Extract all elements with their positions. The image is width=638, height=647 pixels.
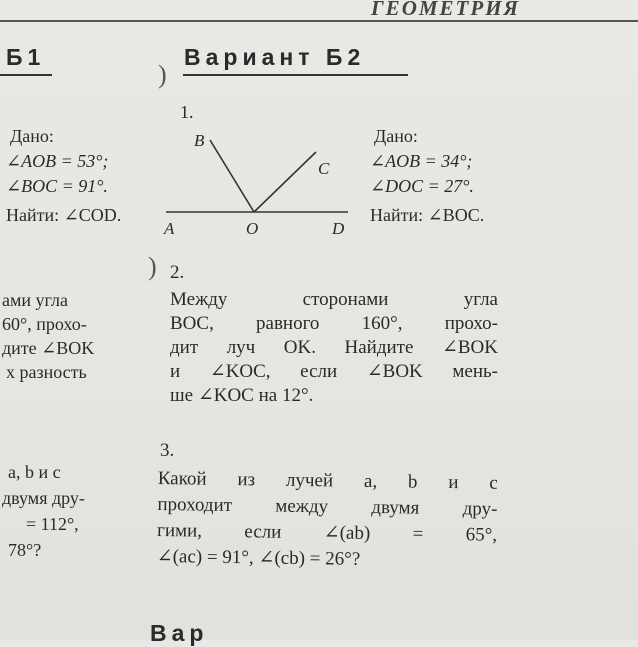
subject-header: ГЕОМЕТРИЯ — [371, 0, 520, 20]
left-p3-line-2: двумя дру- — [2, 488, 85, 508]
left-p2-line-2: 60°, прохо- — [2, 314, 87, 334]
problem3-text — [157, 466, 498, 575]
left-find: Найти: ∠COD. — [6, 205, 122, 225]
problem3-number: 3. — [160, 440, 175, 461]
problem2-line-1: Между сторонами угла — [170, 289, 498, 310]
left-given-line-2: ∠BOC = 91°. — [6, 176, 108, 196]
ray-OB — [210, 140, 254, 212]
left-p3-line-4: 78°? — [8, 540, 42, 560]
problem3-line-1: Какой из лучей a, b и c — [157, 467, 498, 494]
handwritten-mark-2: ) — [148, 252, 157, 281]
left-variant-underline — [0, 74, 52, 76]
problem3-line-4: ∠(ac) = 91°, ∠(cb) = 26°? — [156, 545, 361, 570]
left-p2-line-3: дите ∠BOK — [2, 338, 95, 358]
problem3-line-2: проходит между двумя дру- — [157, 493, 498, 520]
label-O: O — [246, 219, 259, 238]
problem2-line-4: и ∠KOC, если ∠BOK мень- — [170, 361, 498, 382]
left-p3-line-1: a, b и c — [8, 462, 61, 482]
left-p2-line-4: х разность — [6, 362, 87, 382]
label-C: C — [318, 159, 330, 178]
label-D: D — [332, 219, 345, 238]
given-line-2: ∠DOC = 27°. — [370, 176, 474, 196]
left-given-line-1: ∠AOB = 53°; — [6, 151, 109, 171]
left-p2-line-1: ами угла — [2, 290, 68, 310]
problem2-line-5: ше ∠KOC на 12°. — [170, 385, 314, 406]
label-B: B — [194, 131, 205, 150]
header-rule — [0, 20, 638, 22]
find-text: Найти: ∠BOC. — [370, 205, 485, 225]
left-given-label: Дано: — [10, 126, 54, 146]
left-p3-line-3: = 112°, — [26, 514, 79, 534]
problem2-number: 2. — [170, 262, 185, 283]
next-variant-fragment: Вар — [150, 620, 209, 646]
problem2-line-2: BOC, равного 160°, прохо- — [170, 313, 498, 334]
label-A: A — [164, 219, 175, 238]
ray-OC — [254, 152, 316, 212]
variant-title: Вариант Б2 — [184, 44, 366, 70]
variant-title-underline — [183, 74, 408, 76]
handwritten-mark-1: ) — [158, 60, 167, 89]
angle-diagram — [160, 120, 360, 240]
problem2-text — [170, 288, 498, 408]
problem2-line-3: дит луч OK. Найдите ∠BOK — [170, 337, 498, 358]
problem1-number: 1. — [180, 102, 194, 122]
left-variant-title: Б1 — [6, 44, 46, 70]
given-label: Дано: — [374, 126, 418, 146]
problem3-line-3: гими, если ∠(ab) = 65°, — [156, 519, 498, 546]
given-line-1: ∠AOB = 34°; — [370, 151, 473, 171]
